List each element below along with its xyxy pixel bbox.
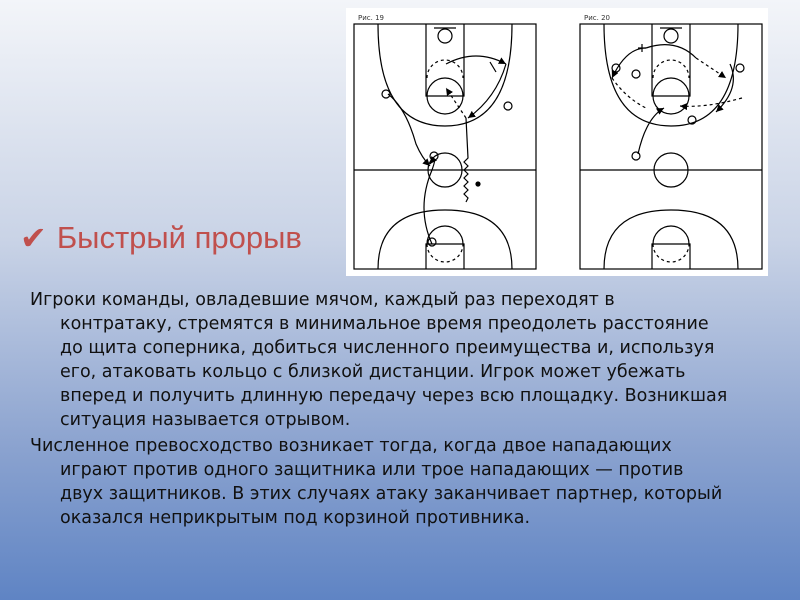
free-throw-arc-top-dashed [653,60,689,78]
court-diagram-20 [580,24,762,269]
free-throw-arc-bottom [653,226,689,244]
player-mark [632,70,640,78]
player-mark [736,64,744,72]
free-throw-arc-bottom-dashed [427,244,463,262]
slide-body [30,288,730,532]
figure-20-caption: Рис. 20 [584,14,610,22]
player-path-3 [646,45,696,58]
player-path-2 [612,48,646,78]
player-mark [504,102,512,110]
court-diagrams-svg [346,8,768,276]
slide-heading [20,216,302,260]
paragraph: Игроки команды, овладевшие мячом, каждый раз переходят в контратаку, стремятся в минимальное время преодолеть расстояние до щита соперника, добиться численного преимущества и, используя его, атаковать кольцо с близкой дистанции. Игрок может убежать вперед и получить длинную передачу через всю площадку. Возникшая ситуация называется отрывом. [30,290,728,430]
player-path-1 [638,108,664,154]
screen-mark [490,62,496,72]
basket-top [438,29,452,43]
player-mark [632,152,640,160]
paragraph: Численное превосходство возникает тогда, когда двое нападающих играют против одного защитника или трое нападающих — против двух защитников. В этих случаях атаку заканчивает партнер, который оказался неприкрытым под корзиной противника. [30,436,723,528]
pass-path-1 [696,58,726,78]
court-outline [354,24,536,269]
ball-mark [476,182,480,186]
three-point-arc-top [378,24,512,126]
key-top [426,24,464,96]
basket-top [664,29,678,43]
free-throw-arc-top-dashed [427,60,463,78]
court-outline [580,24,762,269]
fast-break-diagrams [346,8,768,276]
free-throw-arc-bottom [427,226,463,244]
court-diagram-19 [354,24,536,269]
heading-title: Быстрый прорыв [56,220,302,255]
player-path-2 [388,94,430,166]
three-point-arc-bottom [378,210,512,269]
key-top [652,24,690,96]
player-mark [430,152,438,160]
three-point-arc-bottom [604,210,738,269]
figure-19-caption: Рис. 19 [358,14,384,22]
dribble-path [464,118,468,202]
free-throw-arc-bottom-dashed [653,244,689,262]
player-mark [428,238,436,246]
checkmark-icon: ✔ [20,219,47,257]
